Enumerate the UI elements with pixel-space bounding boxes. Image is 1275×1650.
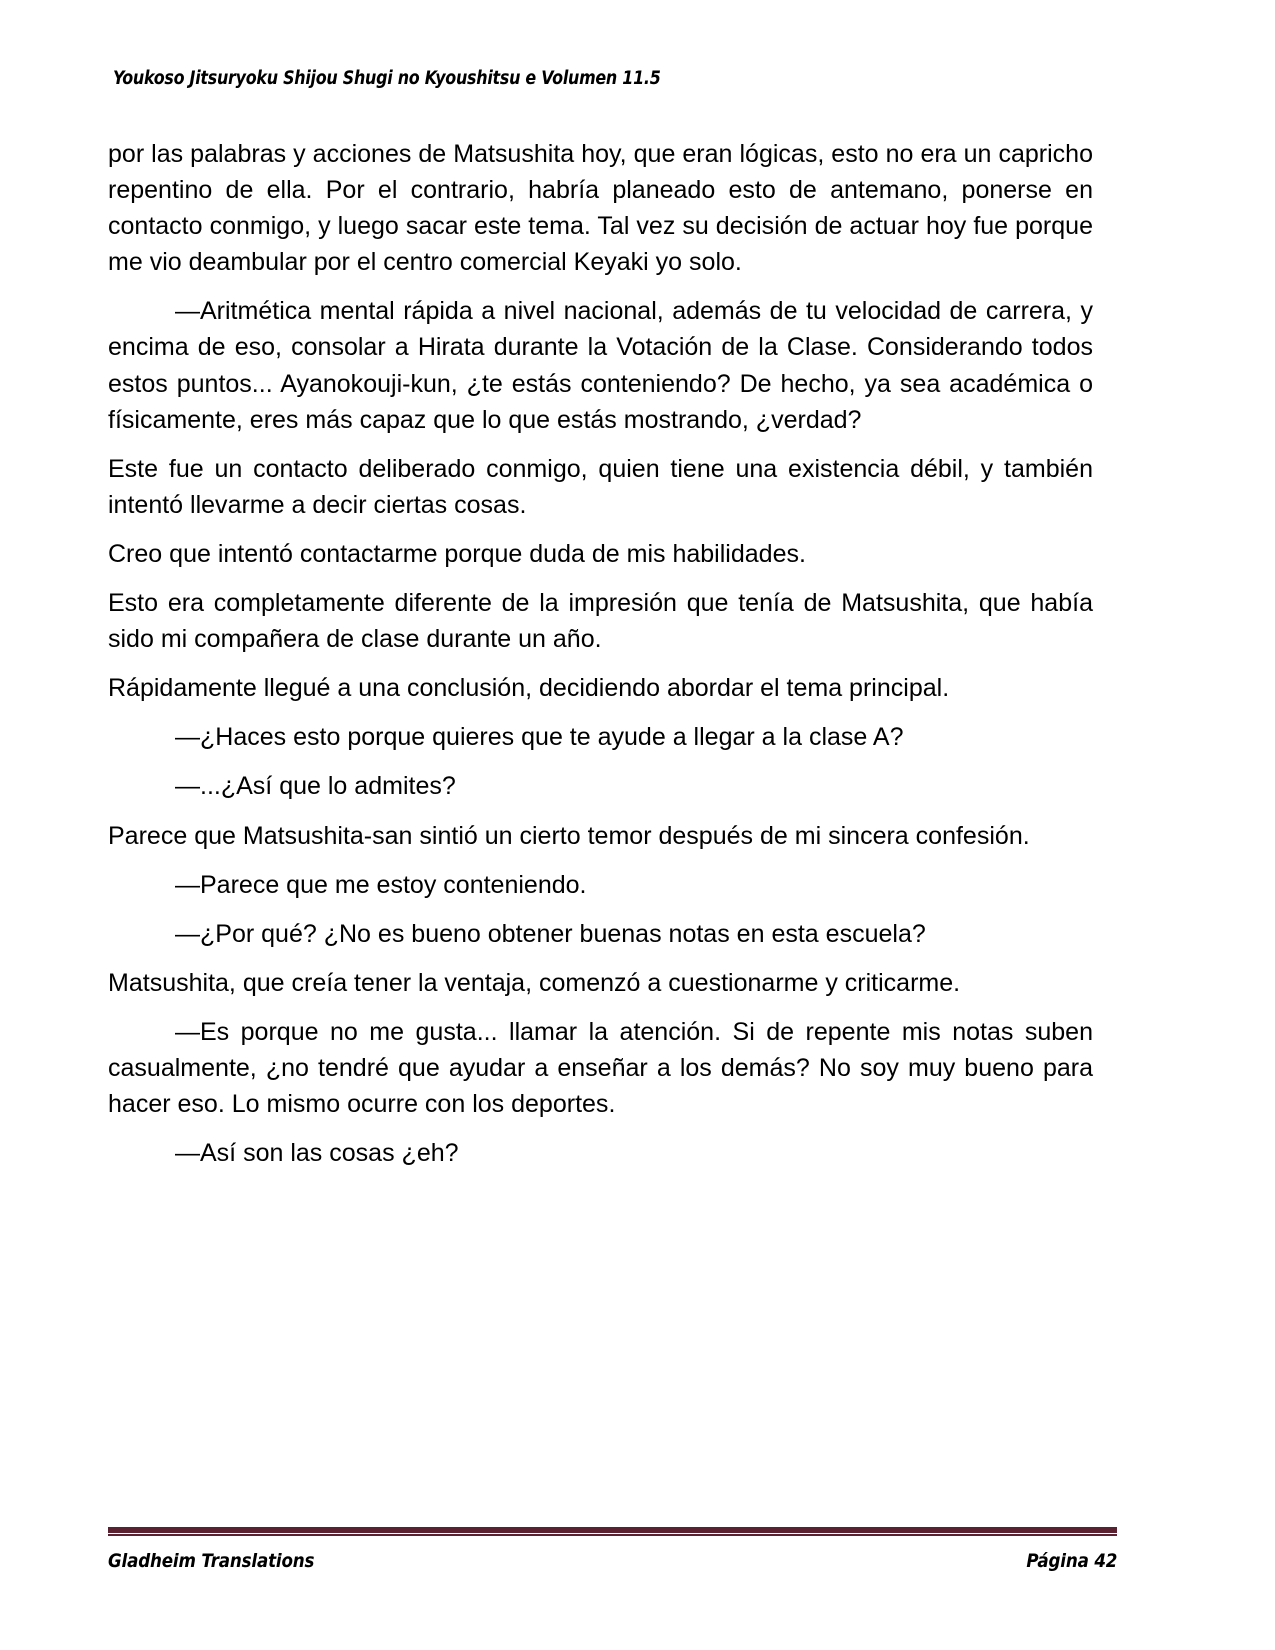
dialogue-paragraph: —Así son las cosas ¿eh? [174,1139,459,1168]
dialogue-paragraph: —¿Haces esto porque quieres que te ayude a llegar a la clase A? [174,723,904,752]
body-paragraph: Matsushita, que creía tener la ventaja, comenzó a cuestionarme y criticarme. [108,968,961,997]
dialogue-paragraph: —...¿Así que lo admites? [174,772,456,801]
footer-divider [108,1527,1117,1536]
page-body [108,136,1108,1184]
page-header [113,68,1123,98]
body-paragraph: —Aritmética mental rápida a nivel nacional, además de tu velocidad de carrera, y encima de eso, consolar a Hirata durante la Votación de la Clase. Considerando todos estos puntos... Ayanokouji-kun, ¿te estás conteniendo? De hecho, ya sea académica o físicamente, eres más capaz que lo que estás mostrando, ¿verdad? [108,297,1094,434]
body-paragraph: Este fue un contacto deliberado conmigo, quien tiene una existencia débil, y también intentó llevarme a decir ciertas cosas. [108,454,1093,519]
footer-page-number: Página 42 [1026,1550,1117,1572]
dialogue-paragraph: —Es porque no me gusta... llamar la atención. Si de repente mis notas suben casualmente, ¿no tendré que ayudar a enseñar a los demás? No soy muy bueno para hacer eso. Lo mismo ocurre con los deportes. [108,1017,1094,1119]
body-paragraph: Esto era completamente diferente de la impresión que tenía de Matsushita, que había sido mi compañera de clase durante un año. [108,589,1093,654]
dialogue-paragraph: —Parece que me estoy conteniendo. [174,870,587,899]
dialogue-paragraph: —¿Por qué? ¿No es bueno obtener buenas notas en esta escuela? [174,919,926,948]
body-paragraph: Rápidamente llegué a una conclusión, decidiendo abordar el tema principal. [108,674,950,703]
page-footer [108,1527,1117,1572]
body-paragraph: por las palabras y acciones de Matsushita hoy, que eran lógicas, esto no era un capricho repentino de ella. Por el contrario, habría planeado esto de antemano, ponerse en contacto conmigo, y luego sacar este tema. Tal vez su decisión de actuar hoy fue porque me vio deambular por el centro comercial Keyaki yo solo. [108,140,1093,277]
footer-translator-credit: Gladheim Translations [108,1550,315,1572]
header-title: Youkoso Jitsuryoku Shijou Shugi no Kyoushitsu e Volumen 11.5 [113,68,661,89]
body-paragraph: Parece que Matsushita-san sintió un cierto temor después de mi sincera confesión. [108,821,1030,850]
body-paragraph: Creo que intentó contactarme porque duda de mis habilidades. [108,539,806,568]
footer-row [108,1550,1117,1572]
